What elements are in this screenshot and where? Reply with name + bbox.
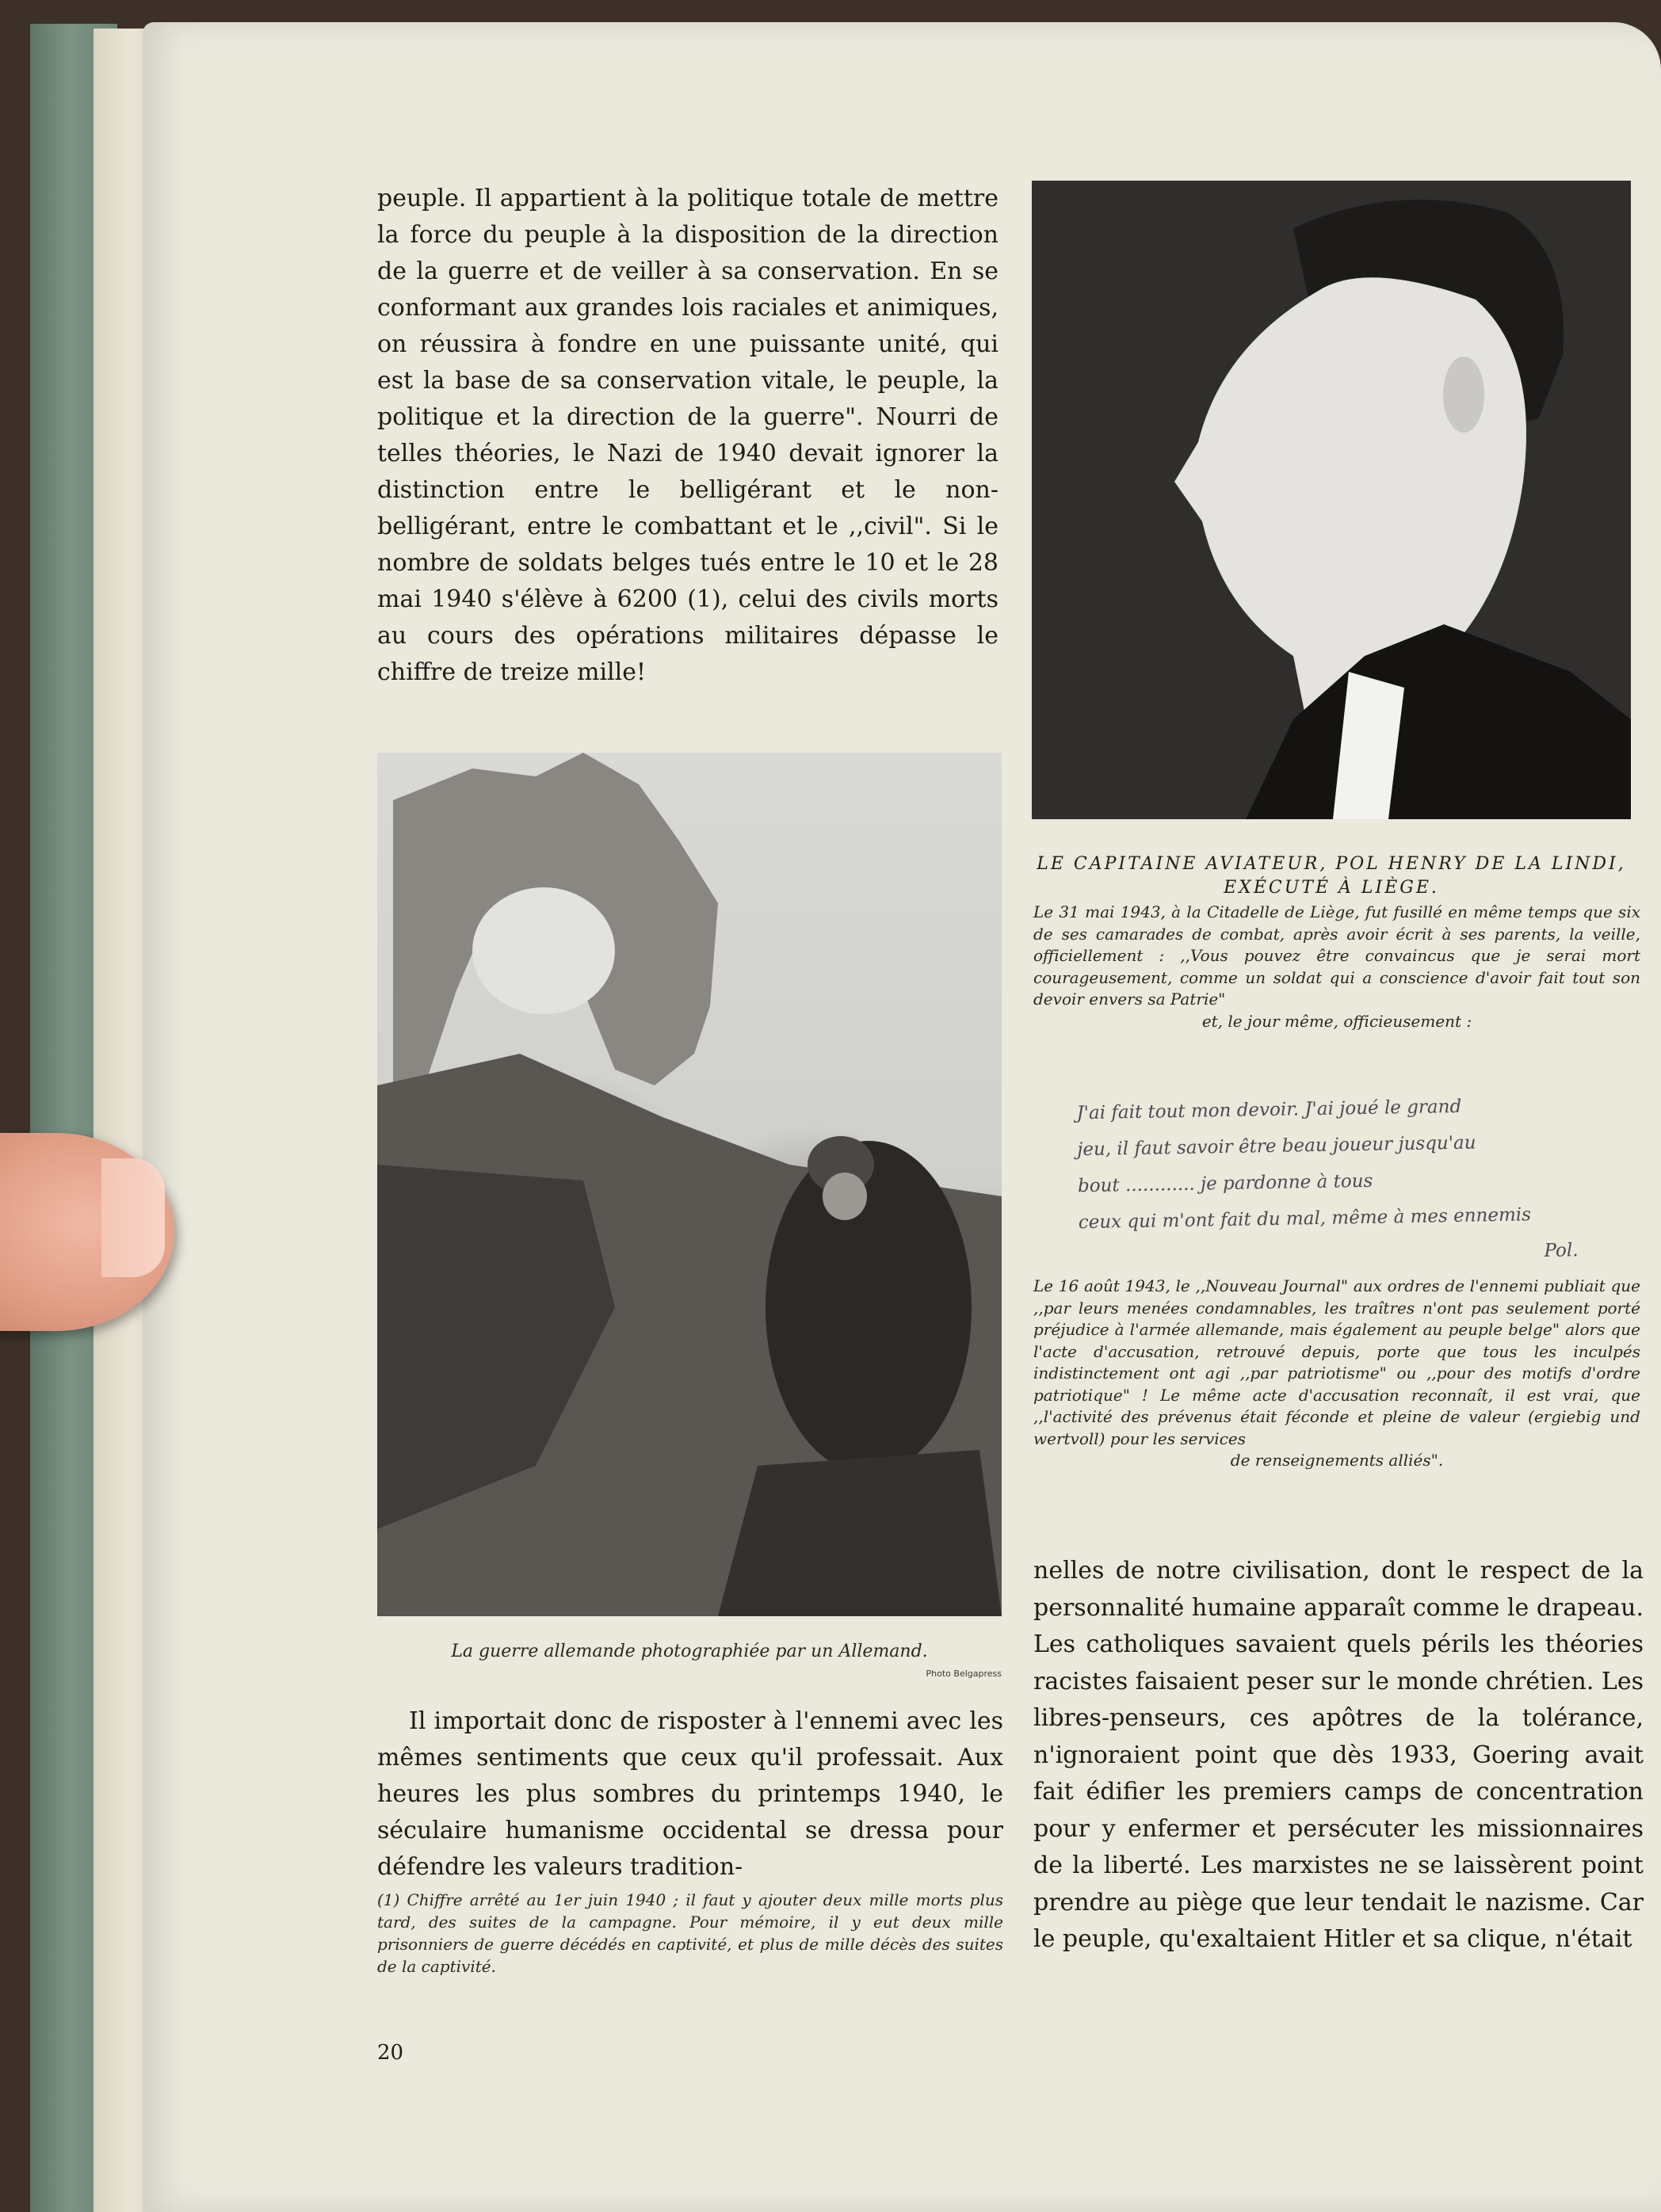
- portrait-caption-body-2: [1033, 1276, 1640, 1472]
- handwritten-letter: [1076, 1085, 1650, 1278]
- war-photo-caption: La guerre allemande photographiée par un Allemand.: [451, 1642, 928, 1661]
- thumbnail-nail: [101, 1158, 165, 1277]
- handwritten-line: bout ............ je pardonne à tous: [1077, 1170, 1373, 1197]
- portrait-caption-title: LE CAPITAINE AVIATEUR, POL HENRY DE LA LINDI, EXÉCUTÉ À LIÈGE.: [1037, 854, 1626, 898]
- handwritten-line: ceux qui m'ont fait du mal, même à mes ennemis: [1078, 1204, 1532, 1234]
- portrait-caption-text: Le 31 mai 1943, à la Citadelle de Liège, fut fusillé en même temps que six de ses camarades de combat, après avoir écrit à ses parents, la veille, officiellement : ,,Vous pouvez être convaincus que je serai mort courageusement, comme un soldat qui a conscience d'avoir fait tout son devoir envers sa Patrie": [1033, 902, 1640, 1009]
- handwritten-signature: Pol.: [1544, 1240, 1579, 1262]
- portrait-illustration: [1032, 181, 1631, 819]
- handwritten-line: jeu, il faut savoir être beau joueur jusqu'au: [1077, 1132, 1476, 1161]
- handwritten-line: J'ai fait tout mon devoir. J'ai joué le grand: [1076, 1096, 1462, 1124]
- left-column-text-bottom: Il importait donc de risposter à l'ennemi avec les mêmes sentiments que ceux qu'il professait. Aux heures les plus sombres du printemps 1940, le séculaire humanisme occidental se dressa pour défendre les valeurs tradition-: [377, 1707, 1003, 1881]
- right-column-text-bottom: nelles de notre civilisation, dont le respect de la personnalité humaine apparaît comme le drapeau. Les catholiques savaient quels périls les théories racistes faisaient peser sur le monde chrétien. Les libres-penseurs, ces apôtres de la tolérance, n'ignoraient point que dès 1933, Goering avait fait édifier les premiers camps de concentration pour y enfermer et persécuter les missionnaires de la liberté. Les marxistes ne se laissèrent point prendre au piège que leur tendait le nazisme. Car le peuple, qu'exaltaient Hitler et sa clique, n'était: [1033, 1557, 1644, 1953]
- footnote: (1) Chiffre arrêté au 1er juin 1940 ; il faut y ajouter deux mille morts plus tard, des suites de la campagne. Pour mémoire, il y eut deux mille prisonniers de guerre décédés en captivité, et plus de mille décès des suites de la captivité.: [377, 1890, 1003, 1976]
- portrait-caption-text-2-end: de renseignements alliés".: [1230, 1451, 1444, 1470]
- war-photo-illustration: [377, 753, 1002, 1616]
- war-photograph: [377, 753, 1002, 1616]
- left-column-text-top: peuple. Il appartient à la politique totale de mettre la force du peuple à la disposition de la direction de la guerre et de veiller à sa conservation. En se conformant aux grandes lois raciales et animiques, on réussira à fondre en une puissante unité, qui est la base de sa conservation vitale, le peuple, la politique et la direction de la guerre". Nourri de telles théories, le Nazi de 1940 devait ignorer la distinction entre le belligérant et le non-belligérant, entre le combattant et le ,,civil". Si le nombre de soldats belges tués entre le 10 et le 28 mai 1940 s'élève à 6200 (1), celui des civils morts au cours des opérations militaires dépasse le chiffre de treize mille!: [377, 185, 999, 686]
- portrait-caption-text-2: Le 16 août 1943, le ,,Nouveau Journal" aux ordres de l'ennemi publiait que ,,par leurs menées condamnables, les traîtres n'ont pas seulement porté préjudice à l'armée allemande, mais également au peuple belge" alors que l'acte d'accusation, retrouvé depuis, porte que tous les inculpés indistinctement ont agi ,,par patriotisme" ou ,,pour des motifs d'ordre patriotique" ! Le même acte d'accusation reconnaît, il est vrai, que ,,l'activité des prévenus était féconde et pleine de valeur (ergiebig und wertvoll) pour les services: [1033, 1276, 1640, 1448]
- portrait-caption-text-end: et, le jour même, officieusement :: [1201, 1011, 1472, 1031]
- portrait-caption-body: [1033, 902, 1640, 1032]
- portrait-photograph: [1032, 181, 1631, 819]
- photo-credit: Photo Belgapress: [926, 1669, 1002, 1679]
- page-number: 20: [377, 2041, 404, 2065]
